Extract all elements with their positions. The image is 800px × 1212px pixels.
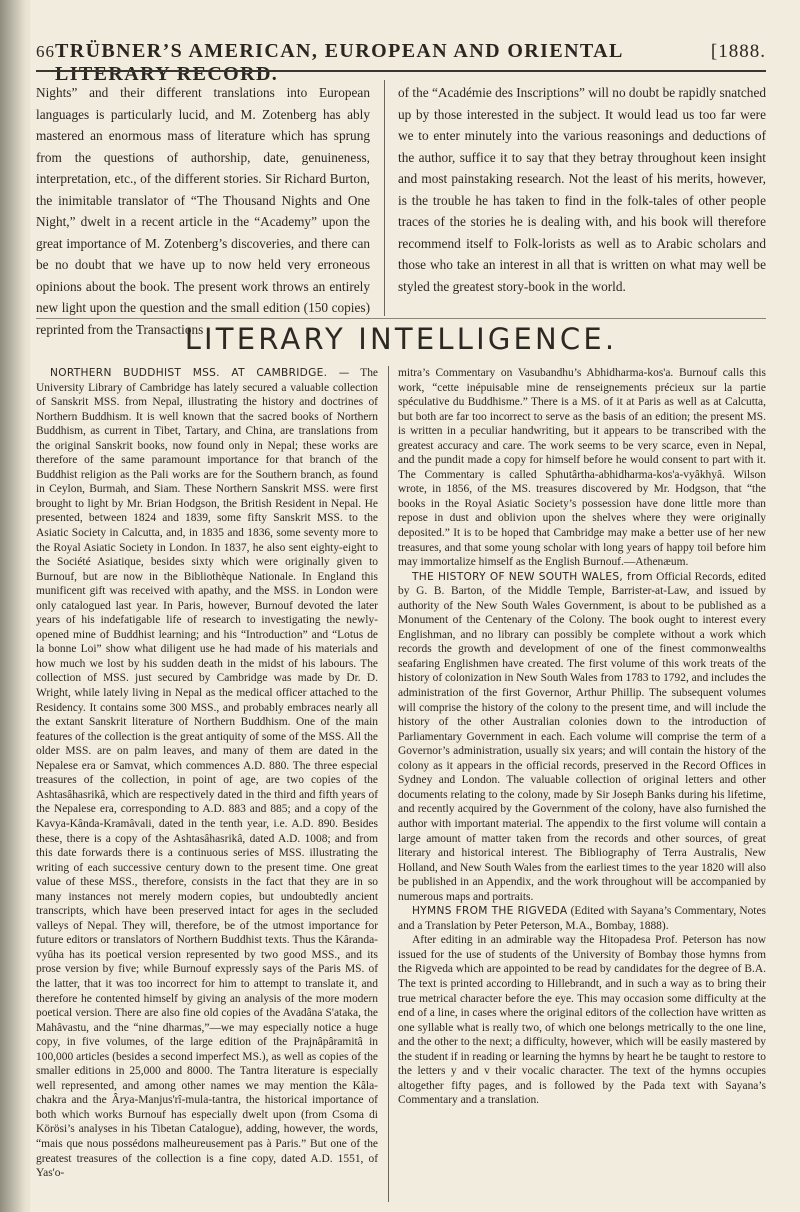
review-paragraph-right: of the “Académie des Inscriptions” will no doubt be rapidly snatched up by those interested in the subject. It would lead us too far were we to enter minutely into the various reasonings and deductions of the author, suffice it to say that they betray throughout keen insight and most painstaking research. Not the least of his merits, however, is the trouble he has taken to find in the folk-tales of other people traces of the stories he is dealing with, and his book will therefore recommend itself to Folk-lorists as well as to Arabic scholars and those who take an interest in all that is written on what may well be styled the greatest story-book in the world.	[398, 85, 766, 294]
page-number: 66	[36, 42, 55, 61]
running-header	[36, 40, 766, 85]
section-heading: LITERARY INTELLIGENCE.	[184, 322, 618, 356]
review-paragraph-left: Nights” and their different translations into European languages is particularly lucid, and M. Zotenberg has ably mastered an enormous mass of literature which has sprung from the questions of authorship, date, genuineness, interpretation, etc., of the different stories. Sir Richard Burton, the inimitable translator of “The Thousand Nights and One Night,” dwelt in a recent article in the “Academy” upon the great importance of M. Zotenberg’s discoveries, and there can be no doubt that we have up to now held very erroneous opinions about the book. The present work throws an entirely new light upon the question and the small edition (150 copies) reprinted from the Transactions	[36, 85, 370, 337]
journal-title: TRÜBNER’S AMERICAN, EUROPEAN AND ORIENTAL LITERARY RECORD.	[55, 40, 623, 85]
section-rule	[36, 318, 766, 319]
header-rule	[36, 70, 766, 72]
column-divider	[384, 80, 385, 316]
cambridge-entry-continued: mitra’s Commentary on Vasubandhu’s Abhidharma-kos'a. Burnouf calls this work, “cette inépuisable mine de renseignements précieux sur la partie spéculative du Buddhisme.” There is a MS. of it at Paris as well as at Calcutta, but both are far too incorrect to serve as the basis of an edition; the present MS. is written in a peculiar handwriting, but it appears to be transcribed with the greatest accuracy and care. The work seems to be very scarce, even in Nepal, and the pundit made a copy for himself before he would consent to part with it. The Commentary is called Sphutârtha-abhidharma-kos'a-vyâkhyâ. Wilson wrote, in 1856, of the MS. treasures discovered by Mr. Hodgson, that “the books in the Royal Asiatic Society’s possession have done little more than repose in dust and oblivion upon the shelves where they were originally deposited.” It is to be hoped that Cambridge may make a better use of her new treasures, and that some young scholar with long years of happy toil before him may immortalize himself as the English Burnouf.—Athenæum.	[398, 367, 766, 569]
header-year: [1888.	[710, 41, 766, 62]
intelligence-column-right	[398, 366, 766, 1108]
column-divider-lower	[388, 366, 389, 1202]
nsw-entry	[398, 570, 766, 905]
review-continuation-right	[398, 82, 766, 297]
entry-heading-nsw: THE HISTORY OF NEW SOUTH WALES, from	[412, 570, 653, 583]
entry-heading-hymns: HYMNS FROM THE RIGVEDA	[412, 905, 568, 918]
intelligence-column-left	[36, 366, 378, 1181]
entry-text-nsw: Official Records, edited by G. B. Barton, of the Middle Temple, Barrister-at-Law, and issued by authority of the New South Wales Government, is about to be published as a Monument of the Centenary of the Colony. The book ought to interest every Englishman, and no library can possibly be complete without a work which records the growth and development of one of the finest commonwealths seafaring Englishmen have created. The first volume of this work treats of the history of colonization in New South Wales from 1783 to 1792, and includes the administration of the first Governor, Arthur Phillip. The subsequent volumes will comprise the history of the colony to the present time, and will include the history of the other Australian colonies down to the introduction of Parliamentary Government in each. Each volume will comprise the term of a Governor’s administration, usually six years; and will contain the history of the colony as it appears in the official records, preserved in the Record Offices in Sydney and London. The valuable collection of original letters and other documents relating to the colony, made by Sir Joseph Banks during his lifetime, and recently acquired by the Government of the colony, have also furnished the author with important material. The appendix to the first volume will contain a large amount of matter taken from the records and other sources, of great literary and historical interest. The Bibliography of Terra Australis, New Holland, and New South Wales from the earliest times to the year 1820 will also be published in an Appendix, and the work throughout will be accompanied by numerous maps and portraits.	[398, 570, 766, 903]
entry-text-cambridge: The University Library of Cambridge has lately secured a valuable collection of Sanskrit MSS. from Nepal, illustrating the history and doctrines of Northern Buddhism. It is well known that the sacred books of Northern Buddhism, as current in Tibet, Tartary, and China, are translations from the original Sanskrit books, now found only in Nepal; these works are therefore of the same paramount importance for that branch of the Buddhist religion as the Pali works are for the Southern branch, as found in Ceylon, Burmah, and Siam. These Northern Sanskrit MSS. were first brought to light by Mr. Brian Hodgson, the British Resident in Nepal. He presented, between 1824 and 1839, some fifty Sanskrit MSS. to the Asiatic Society in Calcutta, and, in 1835 and 1836, some seventy more to the Royal Asiatic Society in London. In 1837, he also sent eighty-eight to the Société Asiatique, besides sixty which were originally given to Burnouf, but are now in the Bibliothèque Nationale. In England this munificent gift was received with apathy, and the MSS. in London were only catalogued last year. In Paris, however, Burnouf devoted the later years of his indefatigable life of research to investigating the newly-opened mine of Buddhist learning; and his “Introduction” and “Lotus de la bonne Loi” show what diligent use he had made of his materials and how much we lost by his sudden death in the midst of his labours. The collection of MSS. just secured by Cambridge was made by Dr. D. Wright, while lately living in Nepal as the medical officer attached to the Residency. It contains some 300 MSS., and probably embraces nearly all the extant Sanskrit literature of Northern Buddhism. One of the main features of the collection is the great antiquity of some of the MSS. All the older MSS. are on palm leaves, and many of them are dated in the Nepalese era or Samvat, which commences A.D. 880. The three especial treasures of the collection, in point of age, are two copies of the Ashtasâhasrikâ, which are respectively dated in the third and fifth years of the Nepalese era, corresponding to A.D. 883 and 885; and a copy of the Kavya-Kânda-Kramâvali, dated in the tenth year, i.e. A.D. 890. Besides these, there is a copy of the Ashtasâhasrikâ, dated A.D. 1008; and from this date forwards there is a continuous series of MSS. illustrating the writing of each successive century down to the present time. One great value of these MSS., therefore, consists in the fact that they are in so many instances not merely modern copies, but undoubtedly ancient transcripts, which have been preserved intact for ages in the secluded valleys of Nepal. They will, therefore, be of the utmost importance for future editors or translators of Northern Buddhist texts. Thus the Kâranda-vyûha has its poetical version represented by two good MSS., and its prose version by five; while Burnouf expressly says of the Paris MS. of the latter, that it was too incorrect for him to attempt to translate it, and therefore he contented himself by giving an analysis of the more modern poetical version. There are also fine old copies of the Avadâna S'ataka, the Mahâvastu, and the “nine dharmas,”—we may especially notice a huge copy, in five volumes, of the large edition of the Prajnâpâramitâ in 100,000 articles (besides a second imperfect MS.), as well as copies of the smaller editions in 25,000 and 8000. The Tantra literature is especially well represented, and among other names we may mention the Kâla-chakra and the Ârya-Manjus'rî-mula-tantra, the historical importance of both which works Burnouf has especially dwelt upon (from Csoma di Körösi’s analyses in his Tibetan Catalogue), adding, however, the words, “mais que nous possédons malheureusement pas à Paris.” But one of the greatest treasures of the collection is a fine copy, dated A.D. 1551, of Yas'o-	[36, 367, 379, 1180]
scan-binding-edge	[0, 0, 26, 1212]
cambridge-entry	[36, 366, 378, 1181]
entry-text-hymns: (Edited with Sayana’s Commentary, Notes and a Translation by Peter Peterson, M.A., Bombay, 1888).	[398, 905, 767, 932]
hymns-entry	[398, 904, 766, 933]
hymns-entry-body: After editing in an admirable way the Hitopadesa Prof. Peterson has now issued for the use of students of the University of Bombay those hymns from the Rigveda which are appointed to be read by candidates for the degree of B.A. The text is printed according to Hillebrandt, and in such a way as to bring their true metrical character before the eye. This may occasion some difficulty at the end of a line, in cases where the original editors of the collection have written as one syllable what is really two, of which one belongs metrically to the one line, and the other to the next; a difficulty, however, which will be easily mastered by the student if in reading or learning the hymns by heart he be taught to restore to the letters y and v their vocalic character. The text of the hymns occupies altogether fifty pages, and is followed by the Pada text with Sayana’s Commentary and a translation.	[398, 934, 766, 1107]
entry-heading-cambridge: NORTHERN BUDDHIST MSS. AT CAMBRIDGE. —	[50, 367, 350, 379]
review-continuation-left	[36, 82, 370, 340]
